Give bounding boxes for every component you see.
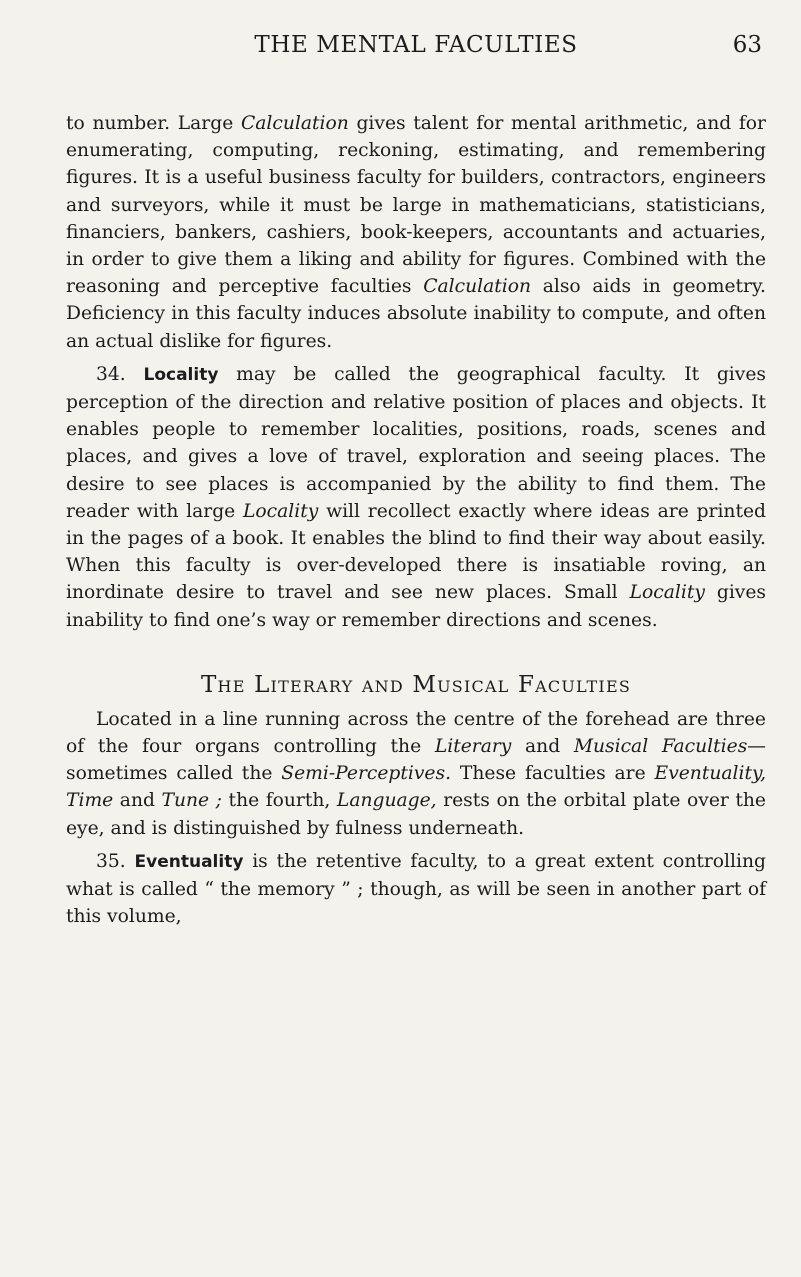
paragraph-eventuality	[66, 848, 766, 931]
italic-term: Tune ;	[161, 790, 222, 812]
italic-term: Literary	[434, 736, 512, 758]
italic-term: Musical Faculties	[573, 736, 748, 758]
text-run: rests on the orbital plate over the eye, and is distinguished by fulness underneath.	[66, 790, 766, 839]
book-page	[66, 20, 766, 930]
text-run: —sometimes called the	[66, 736, 766, 785]
paragraph-number: 35.	[96, 850, 126, 872]
page-number: 63	[732, 32, 762, 58]
paragraph-locality	[66, 361, 766, 634]
faculty-name: Eventuality	[134, 851, 244, 872]
section-heading: The Literary and Musical Faculties	[201, 671, 631, 698]
italic-term: Language,	[336, 790, 437, 812]
text-run: gives talent for mental arithmetic, and for enumerating, computing, reckoning, estimating, and remembering figures. It is a useful business faculty for builders, contractors, engineers and surveyors, while it must be large in mathematicians, statisticians, financiers, bankers, cashiers, book-keepers, accountants and actuaries, in order to give them a liking and ability for figures. Combined with the reasoning and perceptive faculties	[66, 113, 766, 298]
running-head	[66, 20, 766, 72]
text-run: also aids in geometry. Deficiency in this faculty induces absolute inability to compute, and often an actual dislike for figures.	[66, 276, 766, 352]
faculty-name: Locality	[143, 364, 219, 385]
italic-term: Calculation	[423, 276, 531, 298]
italic-term: Calculation	[240, 113, 349, 134]
italic-term: Eventuality, Time	[66, 763, 767, 812]
text-run: gives inability to find one’s way or remember directions and scenes.	[66, 582, 766, 631]
paragraph-number: 34.	[96, 363, 126, 385]
text-run: the fourth,	[221, 790, 337, 812]
italic-term: Semi-Perceptives.	[281, 763, 452, 785]
text-run: Located in a line running across the centre of the forehead are three of the four organs controlling the	[66, 708, 766, 758]
paragraph-calculation	[66, 110, 766, 355]
running-title: THE MENTAL FACULTIES	[254, 32, 578, 58]
text-run: and	[113, 790, 162, 812]
text-run: and	[511, 736, 574, 758]
paragraph-semi-perceptives	[66, 706, 766, 842]
italic-term: Locality	[243, 500, 319, 522]
text-run: may be called the geographical faculty. It gives perception of the direction and relative position of places and objects. It enables people to remember localities, positions, roads, scenes and places, and gives a love of travel, exploration and seeing places. The desire to see places is accompanied by the ability to find them. The reader with large	[66, 363, 766, 522]
italic-term: Locality	[629, 582, 705, 604]
text-run: to number. Large	[66, 113, 241, 134]
text-run: These faculties are	[451, 763, 655, 785]
text-run: will recollect exactly where ideas are printed in the pages of a book. It enables the blind to find their way about easily. When this faculty is over-developed there is insatiable roving, an inordinate desire to travel and see new places. Small	[66, 500, 767, 604]
text-run: is the retentive faculty, to a great extent controlling what is called “ the memory ” ; though, as will be seen in another part of this volume,	[66, 850, 766, 928]
